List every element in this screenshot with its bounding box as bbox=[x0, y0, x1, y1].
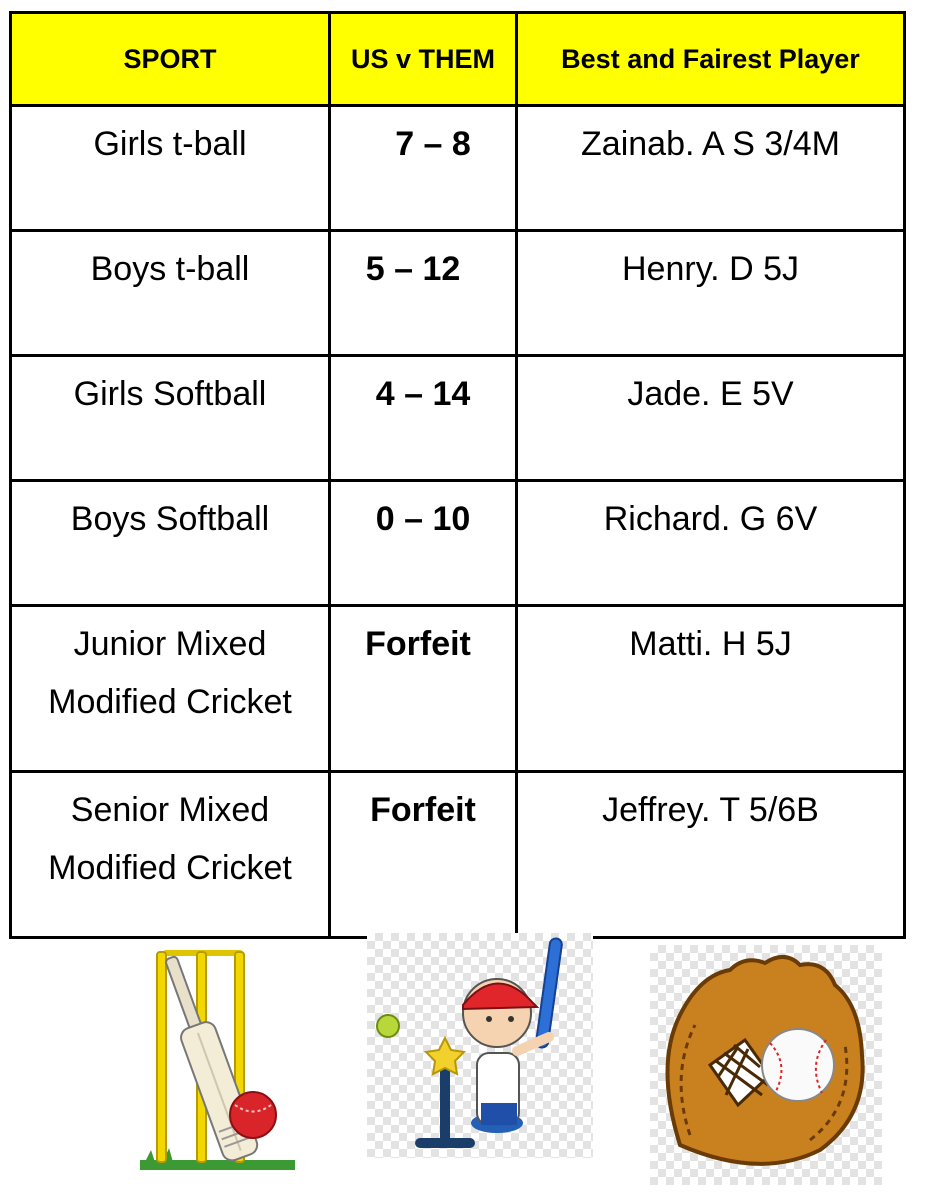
table-row bbox=[11, 356, 905, 481]
header-score: US v THEM bbox=[330, 13, 517, 106]
sport-cell: Girls t-ball bbox=[11, 106, 330, 231]
score-cell: 4 – 14 bbox=[330, 356, 517, 481]
score-cell: Forfeit bbox=[330, 606, 517, 772]
sport-line: Modified Cricket bbox=[48, 683, 292, 721]
sport-cell: Girls Softball bbox=[11, 356, 330, 481]
results-table bbox=[9, 11, 906, 939]
header-sport: SPORT bbox=[11, 13, 330, 106]
table-row bbox=[11, 606, 905, 772]
sport-line: Junior Mixed bbox=[73, 625, 267, 663]
player-cell: Zainab. A S 3/4M bbox=[517, 106, 905, 231]
score-cell: 0 – 10 bbox=[330, 481, 517, 606]
sport-cell: Boys Softball bbox=[11, 481, 330, 606]
table-row bbox=[11, 481, 905, 606]
player-cell: Jade. E 5V bbox=[517, 356, 905, 481]
score-cell: 5 – 12 bbox=[330, 231, 517, 356]
sport-cell bbox=[11, 772, 330, 938]
tball-batter-clipart bbox=[367, 933, 593, 1158]
cricket-clipart bbox=[125, 940, 300, 1175]
score-cell: 7 – 8 bbox=[330, 106, 517, 231]
header-player: Best and Fairest Player bbox=[517, 13, 905, 106]
player-cell: Richard. G 6V bbox=[517, 481, 905, 606]
table-row bbox=[11, 231, 905, 356]
table-row bbox=[11, 106, 905, 231]
sport-cell: Boys t-ball bbox=[11, 231, 330, 356]
score-cell: Forfeit bbox=[330, 772, 517, 938]
sport-cell bbox=[11, 606, 330, 772]
header-row bbox=[11, 13, 905, 106]
sport-line: Senior Mixed bbox=[70, 791, 270, 829]
baseball-glove-clipart bbox=[650, 945, 882, 1185]
player-cell: Matti. H 5J bbox=[517, 606, 905, 772]
table-row bbox=[11, 772, 905, 938]
player-cell: Henry. D 5J bbox=[517, 231, 905, 356]
player-cell: Jeffrey. T 5/6B bbox=[517, 772, 905, 938]
sport-line: Modified Cricket bbox=[48, 849, 292, 887]
